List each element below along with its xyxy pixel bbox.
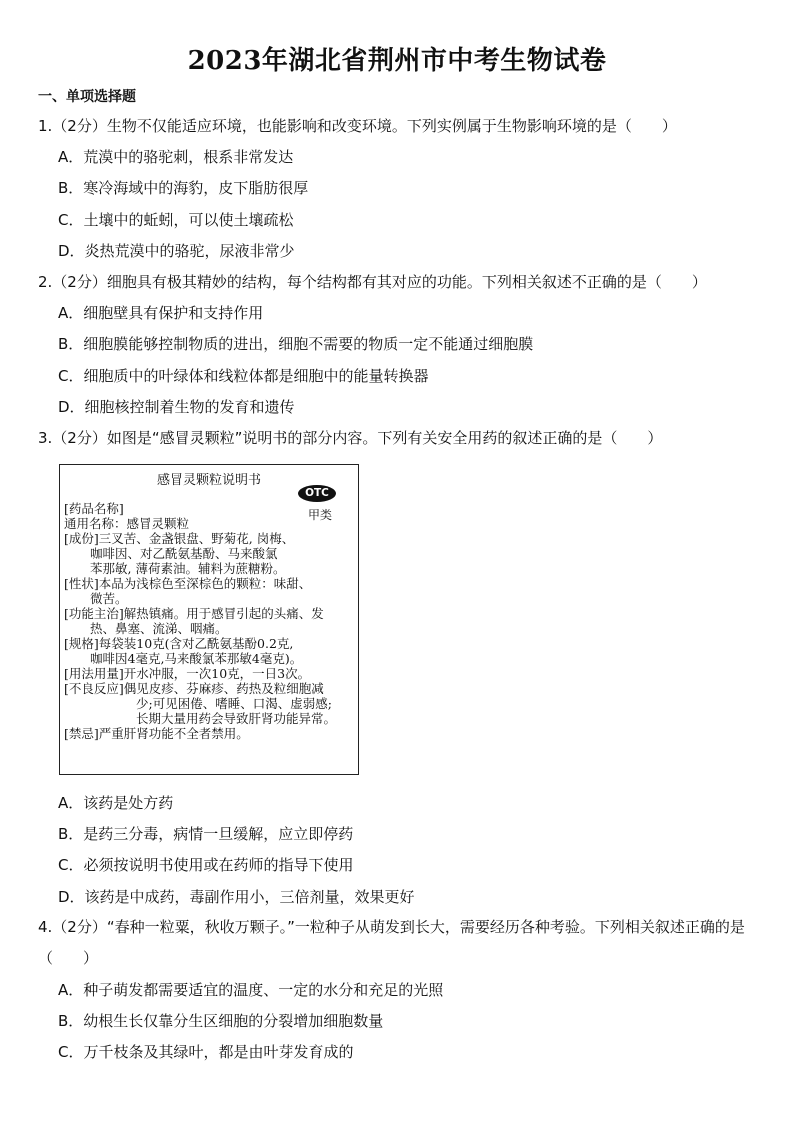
leaflet-line: 微苦。 — [90, 591, 128, 606]
exam-title: 2023年湖北省荆州市中考生物试卷 — [187, 46, 607, 76]
question-1-option-b[interactable]: B．寒冷海域中的海豹，皮下脂肪很厚 — [58, 179, 309, 197]
question-3-stem: 3.（2分）如图是“感冒灵颗粒”说明书的部分内容。下列有关安全用药的叙述正确的是（ ） — [38, 429, 663, 447]
question-1-stem: 1.（2分）生物不仅能适应环境，也能影响和改变环境。下列实例属于生物影响环境的是（ ） — [38, 117, 677, 135]
question-1-option-a[interactable]: A．荒漠中的骆驼刺，根系非常发达 — [58, 148, 294, 166]
question-4-option-a[interactable]: A．种子萌发都需要适宜的温度、一定的水分和充足的光照 — [58, 981, 444, 999]
question-2-option-c[interactable]: C．细胞质中的叶绿体和线粒体都是细胞中的能量转换器 — [58, 367, 429, 385]
question-4-option-c[interactable]: C．万千枝条及其绿叶，都是由叶芽发育成的 — [58, 1043, 354, 1061]
leaflet-line: [成份]三叉苦、金盏银盘、野菊花, 岗梅、 — [64, 531, 295, 546]
question-4-option-b[interactable]: B．幼根生长仅靠分生区细胞的分裂增加细胞数量 — [58, 1012, 384, 1030]
leaflet-line: [禁忌]严重肝肾功能不全者禁用。 — [64, 726, 249, 741]
question-4-stem: 4.（2分）“春种一粒粟，秋收万颗子。”一粒种子从萌发到长大，需要经历各种考验。下列相关叙述正确的是（ ） — [38, 918, 745, 967]
question-2-option-d[interactable]: D．细胞核控制着生物的发育和遗传 — [58, 398, 295, 416]
question-1-option-c[interactable]: C．土壤中的蚯蚓，可以使土壤疏松 — [58, 211, 294, 229]
leaflet-line: [性状]本品为浅棕色至深棕色的颗粒：味甜、 — [64, 576, 312, 591]
question-2-option-a[interactable]: A．细胞壁具有保护和支持作用 — [58, 304, 264, 322]
otc-category: 甲类 — [307, 508, 332, 522]
leaflet-line: [功能主治]解热镇痛。用于感冒引起的头痛、发 — [64, 606, 324, 621]
leaflet-line: [药品名称] — [64, 501, 124, 516]
leaflet-line: [规格]每袋装10克(含对乙酰氨基酚0.2克, — [64, 636, 294, 651]
question-3-option-a[interactable]: A．该药是处方药 — [58, 794, 174, 812]
leaflet-line: 热、鼻塞、流涕、咽痛。 — [90, 621, 228, 636]
question-3-option-b[interactable]: B．是药三分毒，病情一旦缓解，应立即停药 — [58, 825, 354, 843]
question-3-option-d[interactable]: D．该药是中成药，毒副作用小，三倍剂量，效果更好 — [58, 888, 415, 906]
leaflet-line: [不良反应]偶见皮疹、芬麻疹、药热及粒细胞减 — [64, 681, 324, 696]
leaflet-body — [64, 501, 356, 741]
question-2-option-b[interactable]: B．细胞膜能够控制物质的进出，细胞不需要的物质一定不能通过细胞膜 — [58, 335, 534, 353]
leaflet-title: 感冒灵颗粒说明书 — [156, 473, 261, 488]
question-1-option-d[interactable]: D．炎热荒漠中的骆驼，尿液非常少 — [58, 242, 295, 260]
leaflet-line: 咖啡因、对乙酰氨基酚、马来酸氯 — [90, 546, 278, 561]
question-3-option-c[interactable]: C．必须按说明书使用或在药师的指导下使用 — [58, 856, 354, 874]
otc-badge: OTC — [298, 485, 336, 502]
leaflet-line: 通用名称：感冒灵颗粒 — [64, 516, 190, 531]
question-2-stem: 2.（2分）细胞具有极其精妙的结构，每个结构都有其对应的功能。下列相关叙述不正确的是（ ） — [38, 273, 707, 291]
medicine-leaflet-figure — [59, 464, 359, 775]
leaflet-line: 苯那敏, 薄荷素油。辅料为蔗糖粉。 — [90, 561, 286, 576]
leaflet-line: 长期大量用药会导致肝肾功能异常。 — [136, 711, 337, 726]
leaflet-line: [用法用量]开水冲服，一次10克，一日3次。 — [64, 666, 311, 681]
leaflet-line: 咖啡因4毫克,马来酸氯苯那敏4毫克)。 — [90, 651, 303, 666]
section-heading: 一、单项选择题 — [38, 89, 136, 105]
leaflet-line: 少;可见困倦、嗜睡、口渴、虚弱感; — [136, 696, 332, 711]
